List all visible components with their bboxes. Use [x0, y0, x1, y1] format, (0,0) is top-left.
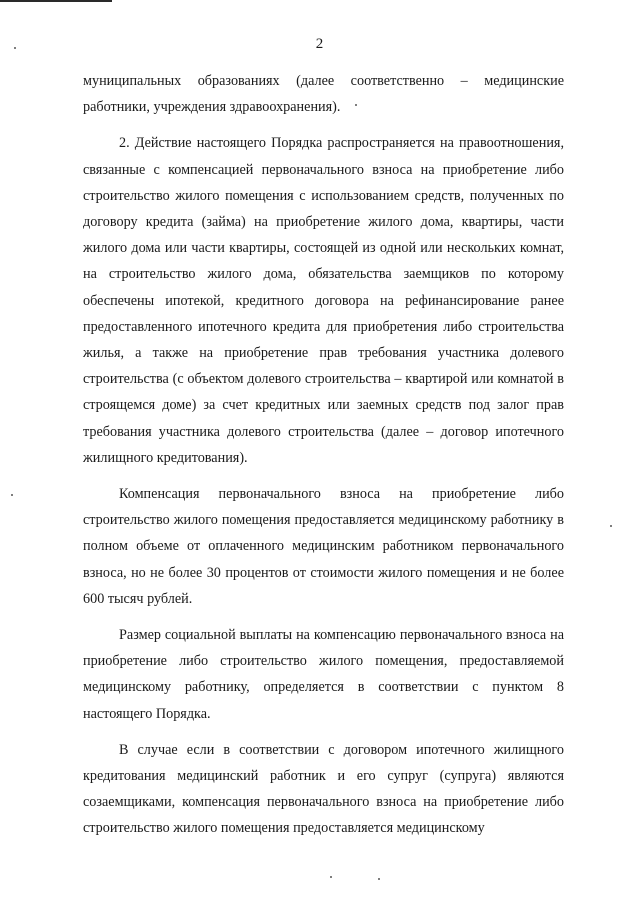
- document-body: [83, 68, 564, 842]
- paragraph-payment-size: Размер социальной выплаты на компенсацию первоначального взноса на приобретение либо строительство жилого помещения, предоставляемой медицинскому работнику, определяется в соответствии с пунктом 8 настоящего Порядка.: [83, 627, 564, 722]
- scan-speck: [330, 876, 332, 878]
- scan-edge-line: [0, 0, 112, 2]
- paragraph-compensation: Компенсация первоначального взноса на приобретение либо строительство жилого помещения предоставляется медицинскому работнику в полном объеме от оплаченного медицинским работником первоначального взноса, но не более 30 процентов от стоимости жилого помещения и не более 600 тысяч рублей.: [83, 486, 564, 607]
- scan-speck: [610, 525, 612, 527]
- scan-speck: [11, 494, 13, 496]
- paragraph-co-borrowers: В случае если в соответствии с договором ипотечного жилищного кредитования медицинский работник и его супруг (супруга) являются созаемщиками, компенсация первоначального взноса на приобретение либо строительство жилого помещения предоставляется медицинскому: [83, 741, 564, 837]
- paragraph-continuation: муниципальных образованиях (далее соответственно – медицинские работники, учреждения здравоохранения).: [83, 73, 564, 116]
- scan-speck: [14, 47, 16, 49]
- scan-speck: [355, 104, 357, 106]
- scan-speck: [378, 878, 380, 880]
- paragraph-item-2: 2. Действие настоящего Порядка распространяется на правоотношения, связанные с компенсацией первоначального взноса на приобретение либо строительство жилого помещения с использованием средств, полученных по договору кредита (займа) на приобретение жилого дома, квартиры, части жилого дома или части квартиры, состоящей из одной или нескольких комнат, на строительство жилого дома, обязательства заемщиков по которому обеспечены ипотекой, кредитного договора на рефинансирование ранее предоставленного ипотечного кредита для приобретения либо строительства жилья, а также на приобретение прав требования участника долевого строительства (с объектом долевого строительства – квартирой или комнатой в строящемся доме) за счет кредитных или заемных средств под залог прав требования участника долевого строительства (далее – договор ипотечного жилищного кредитования).: [83, 135, 564, 466]
- page-number: 2: [315, 36, 324, 52]
